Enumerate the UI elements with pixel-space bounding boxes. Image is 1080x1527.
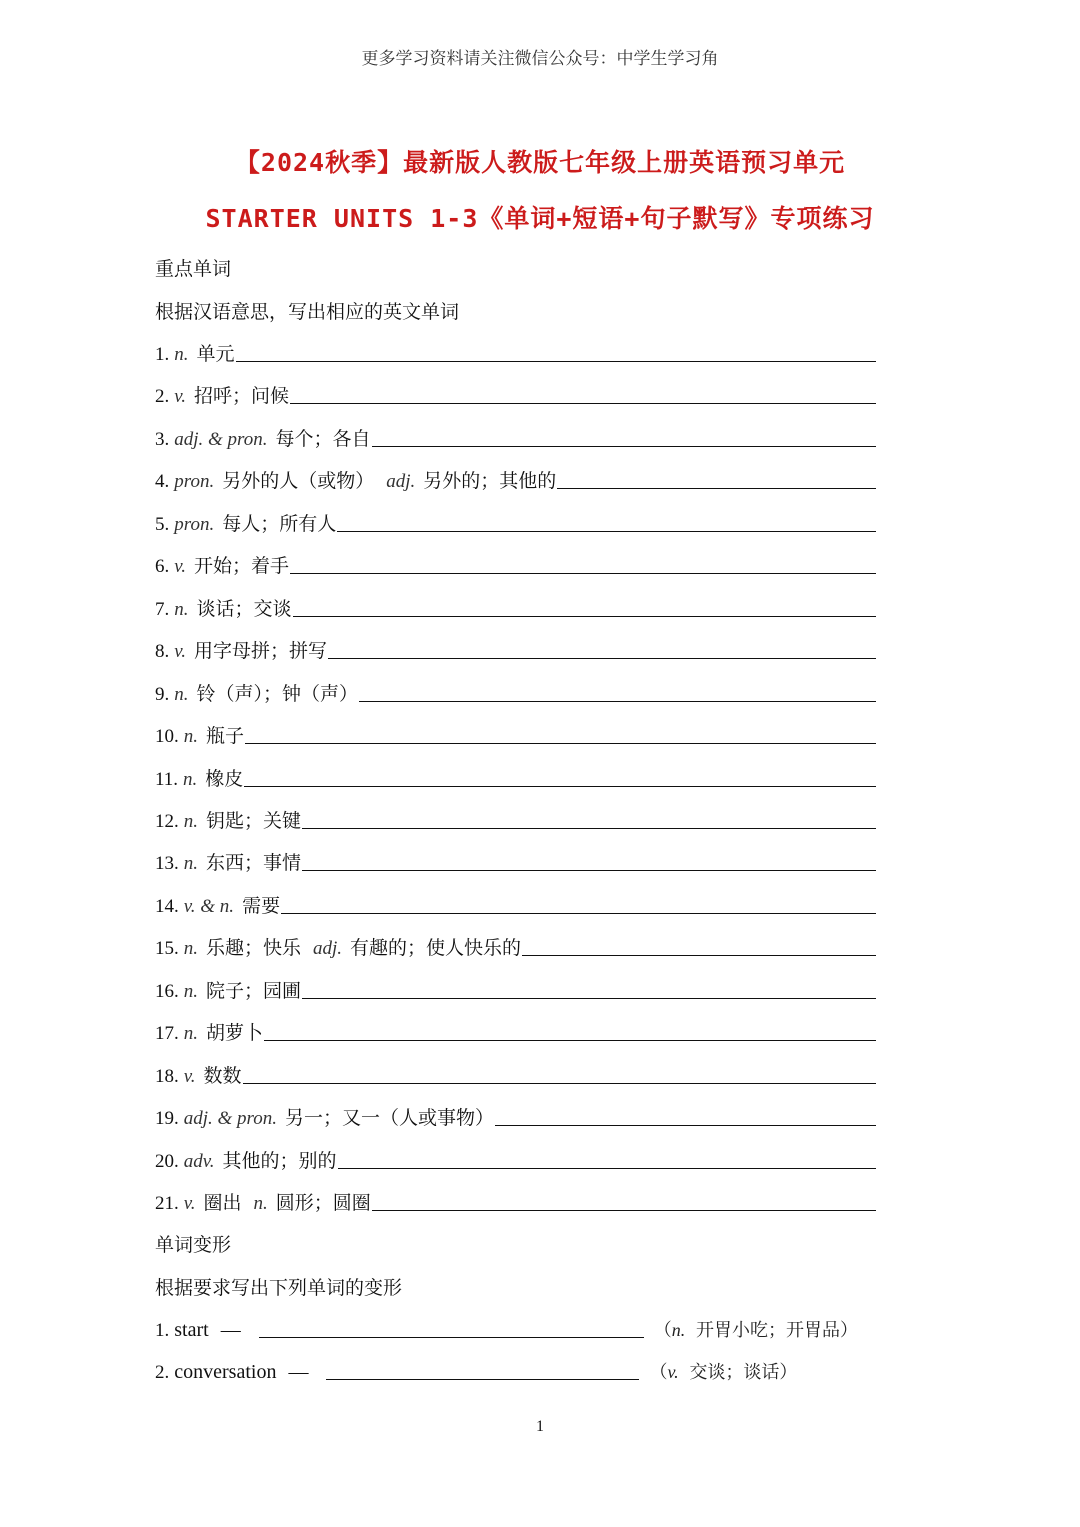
item-pos: v. xyxy=(183,1193,196,1214)
item-pos: v. xyxy=(183,1066,196,1087)
vocab-item xyxy=(155,591,876,621)
vocab-item xyxy=(155,1058,876,1088)
answer-blank[interactable] xyxy=(244,786,876,787)
vocab-item xyxy=(155,973,876,1003)
item-pos: n. xyxy=(183,938,198,959)
answer-blank[interactable] xyxy=(372,446,876,447)
item-hint: （v. 交谈；谈话） xyxy=(649,1362,798,1383)
vocab-item xyxy=(155,930,876,960)
item-word: start xyxy=(174,1319,209,1341)
item-pos: n. xyxy=(183,1023,198,1044)
answer-blank[interactable] xyxy=(293,616,876,617)
item-number: 15. xyxy=(155,938,179,959)
item-meaning-2: 圆形；圆圈 xyxy=(275,1192,371,1214)
vocab-item xyxy=(155,888,876,918)
item-pos: n. xyxy=(174,684,189,705)
item-number: 1. xyxy=(155,344,170,365)
answer-blank[interactable] xyxy=(245,743,876,744)
answer-blank[interactable] xyxy=(290,573,876,574)
item-number: 14. xyxy=(155,896,179,917)
page-number: 1 xyxy=(536,1418,544,1435)
item-meaning: 每人；所有人 xyxy=(222,513,337,535)
item-number: 17. xyxy=(155,1023,179,1044)
item-pos: n. xyxy=(183,853,198,874)
item-pos: v. xyxy=(174,386,187,407)
item-number: 4. xyxy=(155,471,170,492)
item-meaning: 招呼；问候 xyxy=(194,385,290,407)
item-meaning: 另外的人（或物） xyxy=(222,470,375,492)
answer-blank[interactable] xyxy=(328,658,876,659)
item-number: 7. xyxy=(155,599,170,620)
section-heading-forms: 单词变形 xyxy=(155,1234,232,1256)
item-meaning: 东西；事情 xyxy=(206,852,302,874)
section-instruction-vocab: 根据汉语意思，写出相应的英文单词 xyxy=(155,301,460,323)
answer-blank[interactable] xyxy=(236,361,876,362)
vocab-item xyxy=(155,378,876,408)
answer-blank[interactable] xyxy=(243,1083,876,1084)
answer-blank[interactable] xyxy=(302,998,876,999)
item-number: 3. xyxy=(155,429,170,450)
answer-blank[interactable] xyxy=(302,870,876,871)
item-number: 16. xyxy=(155,981,179,1002)
item-pos: pron. xyxy=(174,514,215,535)
vocab-item xyxy=(155,1185,876,1215)
item-number: 21. xyxy=(155,1193,179,1214)
answer-blank[interactable] xyxy=(359,701,876,702)
vocab-item xyxy=(155,506,876,536)
item-hint: （n. 开胃小吃；开胃品） xyxy=(653,1320,859,1341)
item-meaning: 开始；着手 xyxy=(194,555,290,577)
item-meaning-2: 另外的；其他的 xyxy=(423,470,557,492)
item-number: 2. xyxy=(155,1362,170,1383)
form-item xyxy=(155,1354,797,1384)
vocab-item xyxy=(155,845,876,875)
item-pos: n. xyxy=(183,981,198,1002)
item-meaning: 胡萝卜 xyxy=(206,1022,264,1044)
item-number: 18. xyxy=(155,1066,179,1087)
item-meaning: 谈话；交谈 xyxy=(196,598,292,620)
answer-blank[interactable] xyxy=(264,1040,876,1041)
answer-blank[interactable] xyxy=(302,828,876,829)
item-pos: adv. xyxy=(183,1151,215,1172)
item-pos: pron. xyxy=(174,471,215,492)
item-pos: n. xyxy=(174,599,189,620)
item-pos: adj. & pron. xyxy=(183,1108,277,1129)
item-number: 10. xyxy=(155,726,179,747)
answer-blank[interactable] xyxy=(338,1168,876,1169)
answer-blank[interactable] xyxy=(337,531,876,532)
header-note: 更多学习资料请关注微信公众号：中学生学习角 xyxy=(361,49,719,69)
item-number: 12. xyxy=(155,811,179,832)
item-pos: n. xyxy=(183,811,198,832)
vocab-item xyxy=(155,336,876,366)
item-meaning: 数数 xyxy=(203,1065,242,1087)
answer-blank[interactable] xyxy=(372,1210,876,1211)
item-meaning: 圈出 xyxy=(203,1192,242,1214)
item-pos: v. & n. xyxy=(183,896,235,917)
item-meaning: 需要 xyxy=(242,895,281,917)
vocab-item xyxy=(155,421,876,451)
item-pos: n. xyxy=(183,769,198,790)
item-meaning: 乐趣；快乐 xyxy=(206,937,302,959)
vocab-item xyxy=(155,633,876,663)
section-heading-vocab: 重点单词 xyxy=(155,258,232,280)
item-number: 1. xyxy=(155,1320,170,1341)
item-meaning: 用字母拼；拼写 xyxy=(194,640,328,662)
item-pos: v. xyxy=(174,556,187,577)
item-dash: — xyxy=(288,1361,309,1383)
item-number: 5. xyxy=(155,514,170,535)
answer-blank[interactable] xyxy=(326,1379,639,1380)
item-number: 19. xyxy=(155,1108,179,1129)
answer-blank[interactable] xyxy=(557,488,876,489)
item-pos: n. xyxy=(174,344,189,365)
item-meaning: 另一；又一（人或事物） xyxy=(285,1107,495,1129)
form-item xyxy=(155,1312,858,1342)
item-meaning: 瓶子 xyxy=(206,725,245,747)
item-pos: adj. & pron. xyxy=(174,429,268,450)
vocab-item xyxy=(155,676,876,706)
answer-blank[interactable] xyxy=(259,1337,644,1338)
vocab-item xyxy=(155,463,876,493)
title-line-1: 【2024秋季】最新版人教版七年级上册英语预习单元 xyxy=(234,148,846,177)
title-line-2: STARTER UNITS 1-3《单词+短语+句子默写》专项练习 xyxy=(205,204,875,233)
item-dash: — xyxy=(220,1319,241,1341)
item-number: 2. xyxy=(155,386,170,407)
vocab-item xyxy=(155,803,876,833)
answer-blank[interactable] xyxy=(281,913,876,914)
item-number: 9. xyxy=(155,684,170,705)
answer-blank[interactable] xyxy=(495,1125,876,1126)
vocab-item xyxy=(155,1015,876,1045)
item-meaning: 每个；各自 xyxy=(275,428,371,450)
item-pos-2: adj. xyxy=(313,938,343,959)
item-meaning-2: 有趣的；使人快乐的 xyxy=(350,937,522,959)
item-number: 13. xyxy=(155,853,179,874)
item-meaning: 院子；园圃 xyxy=(206,980,302,1002)
item-number: 11. xyxy=(155,769,179,790)
answer-blank[interactable] xyxy=(290,403,876,404)
item-pos-2: adj. xyxy=(386,471,416,492)
vocab-item xyxy=(155,1143,876,1173)
item-number: 6. xyxy=(155,556,170,577)
item-number: 20. xyxy=(155,1151,179,1172)
item-meaning: 其他的；别的 xyxy=(222,1150,337,1172)
item-pos: v. xyxy=(174,641,187,662)
item-meaning: 单元 xyxy=(196,343,235,365)
item-meaning: 橡皮 xyxy=(205,768,244,790)
item-number: 8. xyxy=(155,641,170,662)
item-pos: n. xyxy=(183,726,198,747)
item-meaning: 铃（声）；钟（声） xyxy=(196,683,359,705)
item-meaning: 钥匙；关键 xyxy=(206,810,302,832)
vocab-item xyxy=(155,1100,876,1130)
answer-blank[interactable] xyxy=(522,955,876,956)
vocab-item xyxy=(155,548,876,578)
vocab-item xyxy=(155,761,876,791)
section-instruction-forms: 根据要求写出下列单词的变形 xyxy=(155,1277,403,1299)
item-word: conversation xyxy=(174,1361,277,1383)
item-pos-2: n. xyxy=(253,1193,268,1214)
vocab-item xyxy=(155,718,876,748)
